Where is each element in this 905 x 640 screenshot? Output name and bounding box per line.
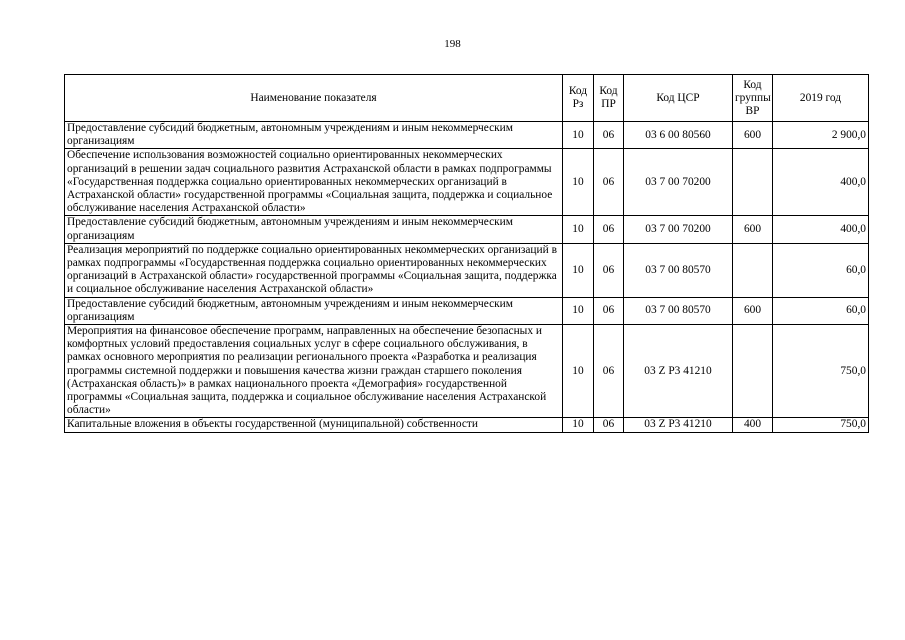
row-csr: 03 Z P3 41210 bbox=[624, 418, 733, 432]
table-row bbox=[65, 149, 869, 216]
row-rz: 10 bbox=[563, 243, 594, 297]
row-name: Капитальные вложения в объекты государственной (муниципальной) собственности bbox=[65, 418, 563, 432]
table-row bbox=[65, 418, 869, 432]
header-csr: Код ЦСР bbox=[624, 75, 733, 122]
row-name: Обеспечение использования возможностей социально ориентированных некоммерческих организаций в решении задач социального развития Астраханской области в рамках подпрограммы «Государственная поддержка социально ориентированных некоммерческих организаций в Астраханской области» государственной программы «Социальная защита, поддержка и социальное обслуживание населения Астраханской области» bbox=[65, 149, 563, 216]
table-header-row bbox=[65, 75, 869, 122]
row-rz: 10 bbox=[563, 216, 594, 243]
row-amount: 750,0 bbox=[773, 325, 869, 418]
row-csr: 03 7 00 80570 bbox=[624, 297, 733, 324]
table-row bbox=[65, 243, 869, 297]
row-pr: 06 bbox=[594, 122, 624, 149]
row-pr: 06 bbox=[594, 325, 624, 418]
table-row bbox=[65, 325, 869, 418]
header-rz: Код Рз bbox=[563, 75, 594, 122]
row-rz: 10 bbox=[563, 122, 594, 149]
row-name: Мероприятия на финансовое обеспечение программ, направленных на обеспечение безопасных и комфортных условий предоставления социальных услуг в сфере социального обслуживания, в рамках основного мероприятия по реализации регионального проекта «Разработка и реализация программы системной поддержки и повышения качества жизни граждан старшего поколения (Астраханская область)» в рамках национального проекта «Демография» государственной программы «Социальная защита, поддержка и социальное обслуживание населения Астраханской области» bbox=[65, 325, 563, 418]
row-amount: 400,0 bbox=[773, 216, 869, 243]
row-vr bbox=[733, 325, 773, 418]
budget-table bbox=[64, 74, 869, 433]
header-year: 2019 год bbox=[773, 75, 869, 122]
row-csr: 03 7 00 70200 bbox=[624, 216, 733, 243]
row-vr: 400 bbox=[733, 418, 773, 432]
row-amount: 2 900,0 bbox=[773, 122, 869, 149]
row-csr: 03 6 00 80560 bbox=[624, 122, 733, 149]
row-rz: 10 bbox=[563, 418, 594, 432]
row-csr: 03 Z P3 41210 bbox=[624, 325, 733, 418]
row-rz: 10 bbox=[563, 297, 594, 324]
row-pr: 06 bbox=[594, 297, 624, 324]
header-vr: Код группы ВР bbox=[733, 75, 773, 122]
header-name: Наименование показателя bbox=[65, 75, 563, 122]
row-amount: 60,0 bbox=[773, 243, 869, 297]
row-amount: 60,0 bbox=[773, 297, 869, 324]
row-vr: 600 bbox=[733, 122, 773, 149]
row-pr: 06 bbox=[594, 243, 624, 297]
row-pr: 06 bbox=[594, 216, 624, 243]
row-rz: 10 bbox=[563, 325, 594, 418]
row-csr: 03 7 00 80570 bbox=[624, 243, 733, 297]
row-pr: 06 bbox=[594, 418, 624, 432]
page-number: 198 bbox=[444, 38, 461, 50]
row-name: Предоставление субсидий бюджетным, автономным учреждениям и иным некоммерческим организациям bbox=[65, 122, 563, 149]
table-row bbox=[65, 216, 869, 243]
table-row bbox=[65, 297, 869, 324]
header-pr: Код ПР bbox=[594, 75, 624, 122]
row-name: Реализация мероприятий по поддержке социально ориентированных некоммерческих организаций в рамках подпрограммы «Государственная поддержка социально ориентированных некоммерческих организаций в Астраханской области» государственной программы «Социальная защита, поддержка и социальное обслуживание населения Астраханской области» bbox=[65, 243, 563, 297]
row-vr bbox=[733, 149, 773, 216]
table-row bbox=[65, 122, 869, 149]
row-name: Предоставление субсидий бюджетным, автономным учреждениям и иным некоммерческим организациям bbox=[65, 216, 563, 243]
row-vr bbox=[733, 243, 773, 297]
row-name: Предоставление субсидий бюджетным, автономным учреждениям и иным некоммерческим организациям bbox=[65, 297, 563, 324]
row-vr: 600 bbox=[733, 216, 773, 243]
row-pr: 06 bbox=[594, 149, 624, 216]
row-vr: 600 bbox=[733, 297, 773, 324]
row-amount: 750,0 bbox=[773, 418, 869, 432]
row-csr: 03 7 00 70200 bbox=[624, 149, 733, 216]
row-amount: 400,0 bbox=[773, 149, 869, 216]
row-rz: 10 bbox=[563, 149, 594, 216]
